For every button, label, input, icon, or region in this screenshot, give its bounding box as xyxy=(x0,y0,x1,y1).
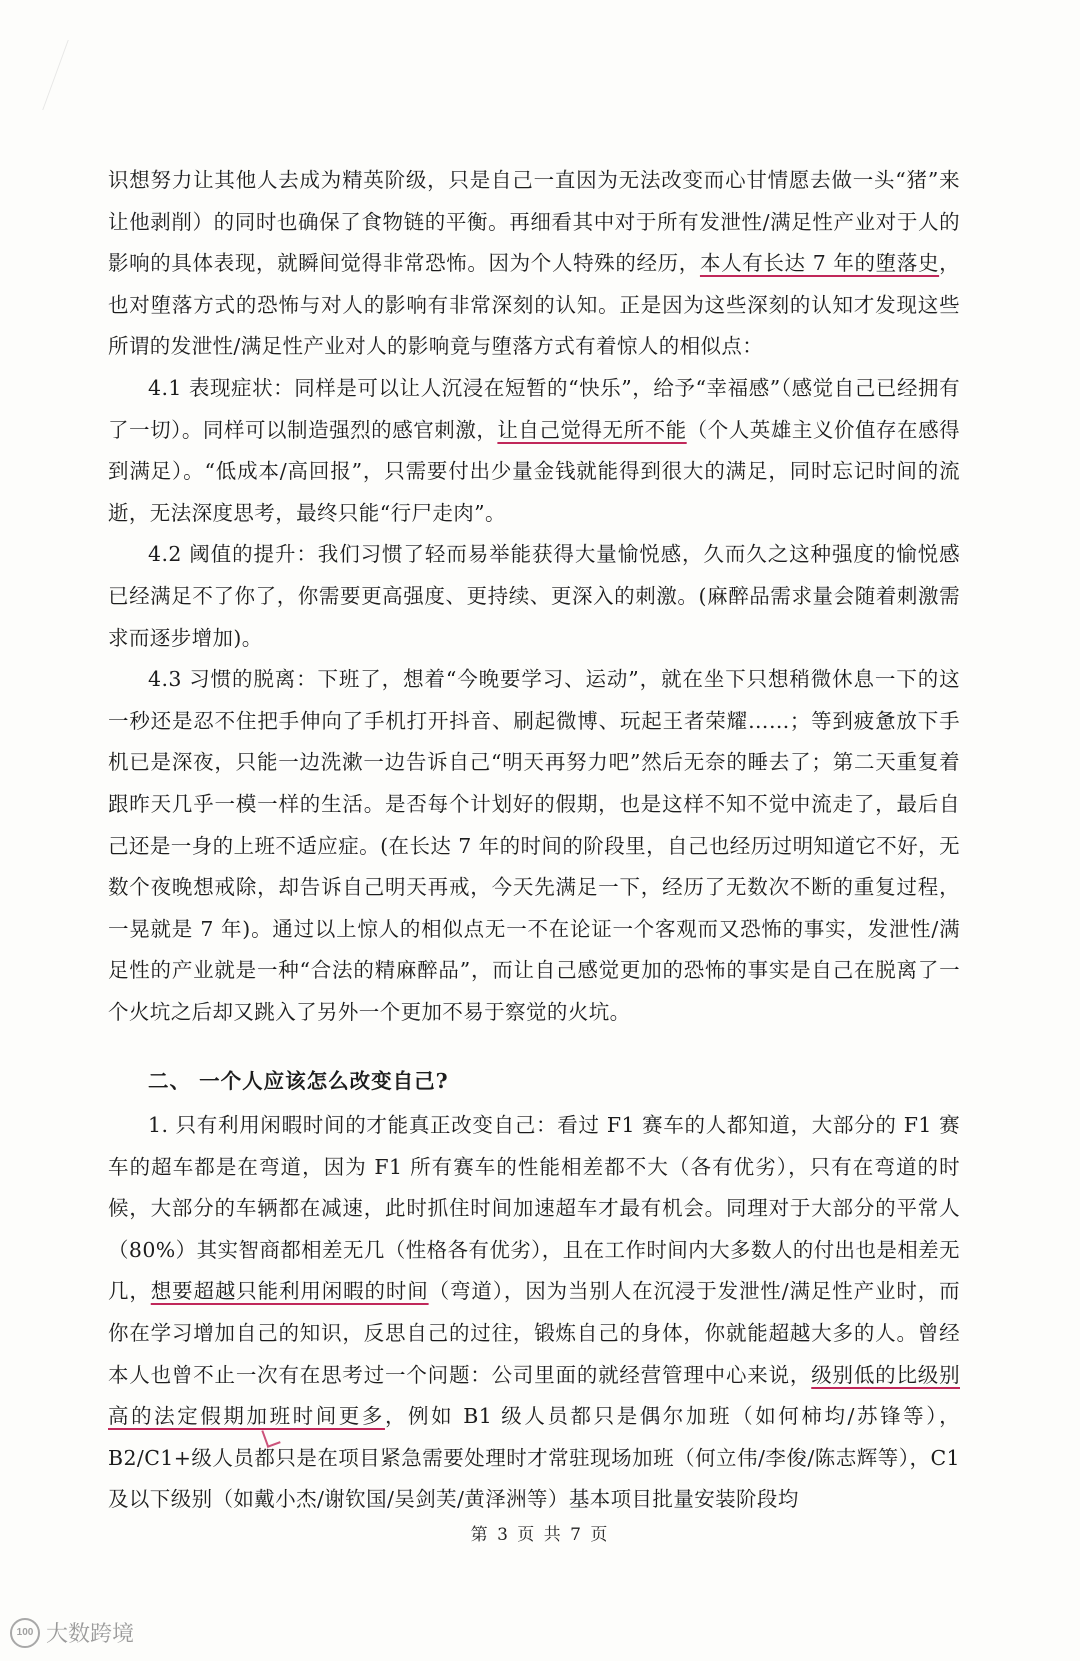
paragraph-text: 识想努力让其他人去成为精英阶级，只是自己一直因为无法改变而心甘情愿去做一头“猪”来让他剥削）的同时也确保了食物链的平衡。再细看其中对于所有发泄性/满足性产业对于人的影响的具体表现，就瞬间觉得非常恐怖。因为个人特殊的经历， xyxy=(108,168,960,276)
underlined-text: 级别低的比级别高的法定假期加班时间更多 xyxy=(108,1362,960,1429)
paragraph-text: 4.1 表现症状：同样是可以让人沉浸在短暂的“快乐”，给予“幸福感”（感觉自己已经拥有了一切）。同样可以制造强烈的感官刺激， xyxy=(108,375,960,442)
document-body xyxy=(108,160,960,1521)
underlined-text: 让自己觉得无所不能 xyxy=(497,417,687,442)
underlined-text: 想要超越只能利用闲暇的时间 xyxy=(150,1279,429,1304)
paragraph-text: ，例如 B1 级人员都只是偶尔加班（如何柿均/苏锋等），B2/C1+级人员都只是在项目紧急需要处理时才常驻现场加班（何立伟/李俊/陈志辉等），C1 及以下级别（如戴小杰/谢钦国/吴剑芙/黄泽洲等）基本项目批量安装阶段均 xyxy=(108,1404,960,1512)
paragraph xyxy=(108,368,960,534)
paragraph-text: （弯道），因为当别人在沉浸于发泄性/满足性产业时，而你在学习增加自己的知识，反思自己的过往，锻炼自己的身体，你就能超越大多的人。曾经本人也曾不止一次有在思考过一个问题：公司里面的就经营管理中心来说， xyxy=(108,1279,960,1387)
paragraph-text: ，也对堕落方式的恐怖与对人的影响有非常深刻的认知。正是因为这些深刻的认知才发现这些所谓的发泄性/满足性产业对人的影响竟与堕落方式有着惊人的相似点： xyxy=(108,251,961,359)
page-number: 第 3 页 共 7 页 xyxy=(470,1525,610,1545)
paragraph-text: 4.3 习惯的脱离：下班了，想着“今晚要学习、运动”，就在坐下只想稍微休息一下的这一秒还是忍不住把手伸向了手机打开抖音、刷起微博、玩起王者荣耀……；等到疲惫放下手机已是深夜，只能一边洗漱一边告诉自己“明天再努力吧”然后无奈的睡去了；第二天重复着跟昨天几乎一模一样的生活。是否每个计划好的假期，也是这样不知不觉中流走了，最后自己还是一身的上班不适应症。(在长达 7 年的时间的阶段里，自己也经历过明知道它不好，无数个夜晚想戒除，却告诉自己明天再戒，今天先满足一下，经历了无数次不断的重复过程，一晃就是 7 年)。通过以上惊人的相似点无一不在论证一个客观而又恐怖的事实，发泄性/满足性的产业就是一种“合法的精麻醉品”，而让自己感觉更加的恐怖的事实是自己在脱离了一个火坑之后却又跳入了另外一个更加不易于察觉的火坑。 xyxy=(108,667,960,1024)
paragraph xyxy=(108,160,960,368)
section-body-2 xyxy=(108,1105,960,1521)
paragraph xyxy=(108,659,960,1033)
section-body xyxy=(108,160,960,1033)
paragraph xyxy=(108,1105,960,1521)
paragraph-text: 4.2 阈值的提升：我们习惯了轻而易举能获得大量愉悦感，久而久之这种强度的愉悦感已经满足不了你了，你需要更高强度、更持续、更深入的刺激。(麻醉品需求量会随着刺激需求而逐步增加)。 xyxy=(108,542,960,650)
section-heading: 二、 一个人应该怎么改变自己? xyxy=(148,1069,449,1094)
underlined-text: 本人有长达 7 年的堕落史 xyxy=(699,251,940,276)
paragraph-text: 1. 只有利用闲暇时间的才能真正改变自己：看过 F1 赛车的人都知道，大部分的 F1 赛车的超车都是在弯道，因为 F1 所有赛车的性能相差都不大（各有优劣），只有在弯道的时候，大部分的车辆都在减速，此时抓住时间加速超车才最有机会。同理对于大部分的平常人（80%）其实智商都相差无几（性格各有优劣），且在工作时间内大多数人的付出也是相差无几， xyxy=(108,1113,960,1304)
watermark-logo-icon: 100 xyxy=(10,1618,40,1648)
paragraph-text: （个人英雄主义价值存在感得到满足）。“低成本/高回报”，只需要付出少量金钱就能得到很大的满足，同时忘记时间的流逝，无法深度思考，最终只能“行尸走肉”。 xyxy=(108,417,961,525)
watermark xyxy=(10,1617,134,1648)
paragraph xyxy=(108,534,960,659)
scan-artifact xyxy=(42,40,128,110)
watermark-text: 大数跨境 xyxy=(46,1621,135,1646)
